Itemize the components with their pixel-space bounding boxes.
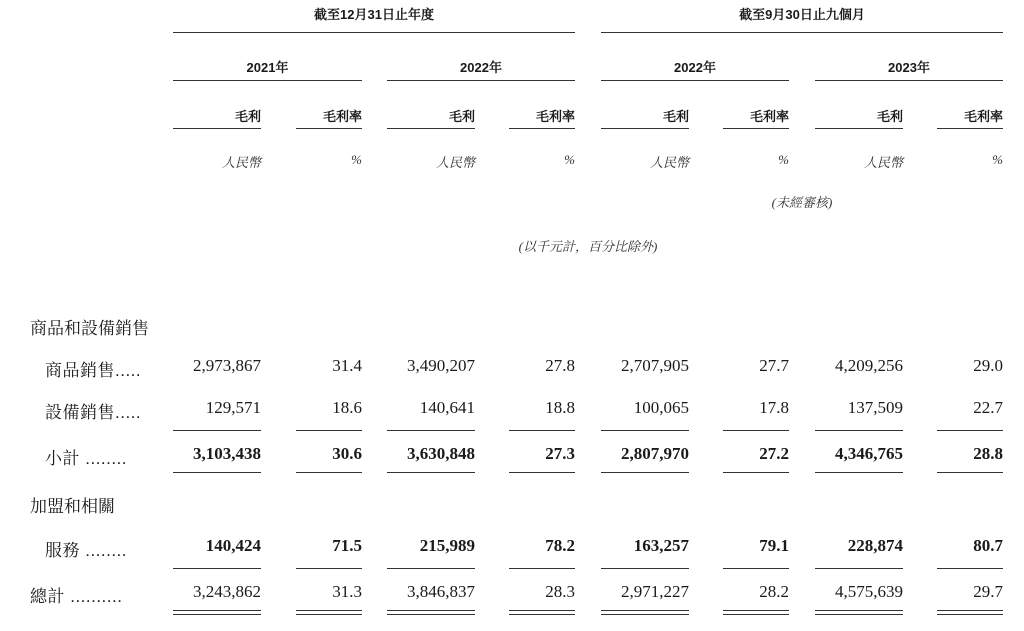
cell: 28.3 — [545, 582, 575, 601]
unit-pct-4: % — [992, 152, 1003, 167]
total-double-rule — [296, 610, 362, 611]
cell: 27.2 — [759, 444, 789, 463]
year-header-2021: 2021年 — [246, 60, 289, 75]
cell: 28.8 — [973, 444, 1003, 463]
total-double-rule — [723, 610, 789, 611]
col-gp-3-rule — [601, 128, 689, 129]
subtotal-rule-bottom — [509, 472, 575, 473]
row-label-goods: 商品銷售..... — [45, 361, 142, 380]
total-double-rule — [601, 610, 689, 611]
unit-rmb-3: 人民幣 — [649, 155, 689, 170]
total-double-rule — [601, 614, 689, 615]
total-double-rule — [815, 614, 903, 615]
row-label-subtotal: 小計 ........ — [45, 449, 128, 468]
total-rule-top — [387, 568, 475, 569]
cell: 3,630,848 — [407, 444, 475, 463]
cell: 17.8 — [759, 398, 789, 417]
subtotal-rule-top — [815, 430, 903, 431]
col-gp-4-rule — [815, 128, 903, 129]
row-label-equipment: 設備銷售..... — [45, 403, 142, 422]
cell: 80.7 — [973, 536, 1003, 555]
cell: 163,257 — [633, 536, 689, 555]
subtotal-rule-bottom — [173, 472, 261, 473]
section-franchise: 加盟和相關 — [30, 497, 115, 516]
total-double-rule — [815, 610, 903, 611]
cell: 140,424 — [205, 536, 261, 555]
total-double-rule — [296, 614, 362, 615]
cell: 4,346,765 — [835, 444, 903, 463]
col-gp-3: 毛利 — [662, 109, 689, 124]
cell: 29.7 — [973, 582, 1003, 601]
cell: 215,989 — [419, 536, 475, 555]
cell: 31.4 — [332, 356, 362, 375]
subtotal-rule-top — [601, 430, 689, 431]
total-double-rule — [723, 614, 789, 615]
group-header-9m: 截至9月30日止九個月 — [739, 7, 865, 22]
cell: 137,509 — [847, 398, 903, 417]
subtotal-rule-top — [296, 430, 362, 431]
col-gpm-4-rule — [937, 128, 1003, 129]
unaudited-note: (未經審核) — [771, 195, 833, 210]
total-rule-top — [601, 568, 689, 569]
subtotal-rule-top — [173, 430, 261, 431]
col-gpm-3-rule — [723, 128, 789, 129]
col-gp-2-rule — [387, 128, 475, 129]
cell: 100,065 — [633, 398, 689, 417]
total-rule-top — [815, 568, 903, 569]
total-double-rule — [937, 610, 1003, 611]
total-double-rule — [387, 614, 475, 615]
col-gp-1-rule — [173, 128, 261, 129]
cell: 228,874 — [847, 536, 903, 555]
cell: 78.2 — [545, 536, 575, 555]
cell: 4,209,256 — [835, 356, 903, 375]
total-rule-top — [509, 568, 575, 569]
total-rule-top — [296, 568, 362, 569]
col-gpm-1-rule — [296, 128, 362, 129]
year-header-2022-9m: 2022年 — [674, 60, 716, 75]
group-header-9m-rule — [601, 32, 1003, 33]
subtotal-rule-bottom — [387, 472, 475, 473]
units-note: (以千元計，百分比除外) — [518, 239, 658, 254]
total-double-rule — [937, 614, 1003, 615]
total-rule-top — [173, 568, 261, 569]
cell: 2,807,970 — [621, 444, 689, 463]
year-header-2022-9m-rule — [601, 80, 789, 81]
cell: 18.8 — [545, 398, 575, 417]
unit-pct-3: % — [778, 152, 789, 167]
year-header-2021-rule — [173, 80, 362, 81]
cell: 2,707,905 — [621, 356, 689, 375]
subtotal-rule-bottom — [296, 472, 362, 473]
total-double-rule — [173, 610, 261, 611]
cell: 28.2 — [759, 582, 789, 601]
cell: 30.6 — [332, 444, 362, 463]
unit-pct-1: % — [351, 152, 362, 167]
total-double-rule — [509, 614, 575, 615]
subtotal-rule-top — [387, 430, 475, 431]
cell: 27.8 — [545, 356, 575, 375]
section-goods-equipment: 商品和設備銷售 — [30, 319, 149, 338]
group-header-fy: 截至12月31日止年度 — [314, 7, 434, 22]
cell: 22.7 — [973, 398, 1003, 417]
cell: 31.3 — [332, 582, 362, 601]
subtotal-rule-bottom — [723, 472, 789, 473]
subtotal-rule-bottom — [601, 472, 689, 473]
subtotal-rule-bottom — [815, 472, 903, 473]
cell: 3,490,207 — [407, 356, 475, 375]
cell: 2,973,867 — [193, 356, 261, 375]
year-header-2022-rule — [387, 80, 575, 81]
year-header-2022: 2022年 — [460, 60, 502, 75]
cell: 2,971,227 — [621, 582, 689, 601]
row-label-total: 總計 .......... — [30, 587, 123, 606]
cell: 4,575,639 — [835, 582, 903, 601]
total-rule-top — [937, 568, 1003, 569]
cell: 3,243,862 — [193, 582, 261, 601]
year-header-2023-9m: 2023年 — [888, 60, 930, 75]
cell: 71.5 — [332, 536, 362, 555]
col-gp-1: 毛利 — [234, 109, 261, 124]
unit-rmb-2: 人民幣 — [435, 155, 475, 170]
col-gpm-2: 毛利率 — [535, 109, 575, 124]
total-rule-top — [723, 568, 789, 569]
cell: 79.1 — [759, 536, 789, 555]
cell: 29.0 — [973, 356, 1003, 375]
col-gpm-4: 毛利率 — [963, 109, 1003, 124]
cell: 140,641 — [419, 398, 475, 417]
col-gpm-1: 毛利率 — [322, 109, 362, 124]
cell: 3,103,438 — [193, 444, 261, 463]
col-gpm-3: 毛利率 — [749, 109, 789, 124]
year-header-2023-9m-rule — [815, 80, 1003, 81]
cell: 3,846,837 — [407, 582, 475, 601]
subtotal-rule-top — [509, 430, 575, 431]
unit-rmb-1: 人民幣 — [221, 155, 261, 170]
col-gp-2: 毛利 — [448, 109, 475, 124]
cell: 18.6 — [332, 398, 362, 417]
total-double-rule — [509, 610, 575, 611]
row-label-services: 服務 ........ — [45, 541, 128, 560]
cell: 129,571 — [205, 398, 261, 417]
group-header-fy-rule — [173, 32, 575, 33]
total-double-rule — [173, 614, 261, 615]
col-gp-4: 毛利 — [876, 109, 903, 124]
col-gpm-2-rule — [509, 128, 575, 129]
cell: 27.3 — [545, 444, 575, 463]
total-double-rule — [387, 610, 475, 611]
subtotal-rule-top — [937, 430, 1003, 431]
subtotal-rule-top — [723, 430, 789, 431]
unit-pct-2: % — [564, 152, 575, 167]
unit-rmb-4: 人民幣 — [863, 155, 903, 170]
cell: 27.7 — [759, 356, 789, 375]
subtotal-rule-bottom — [937, 472, 1003, 473]
